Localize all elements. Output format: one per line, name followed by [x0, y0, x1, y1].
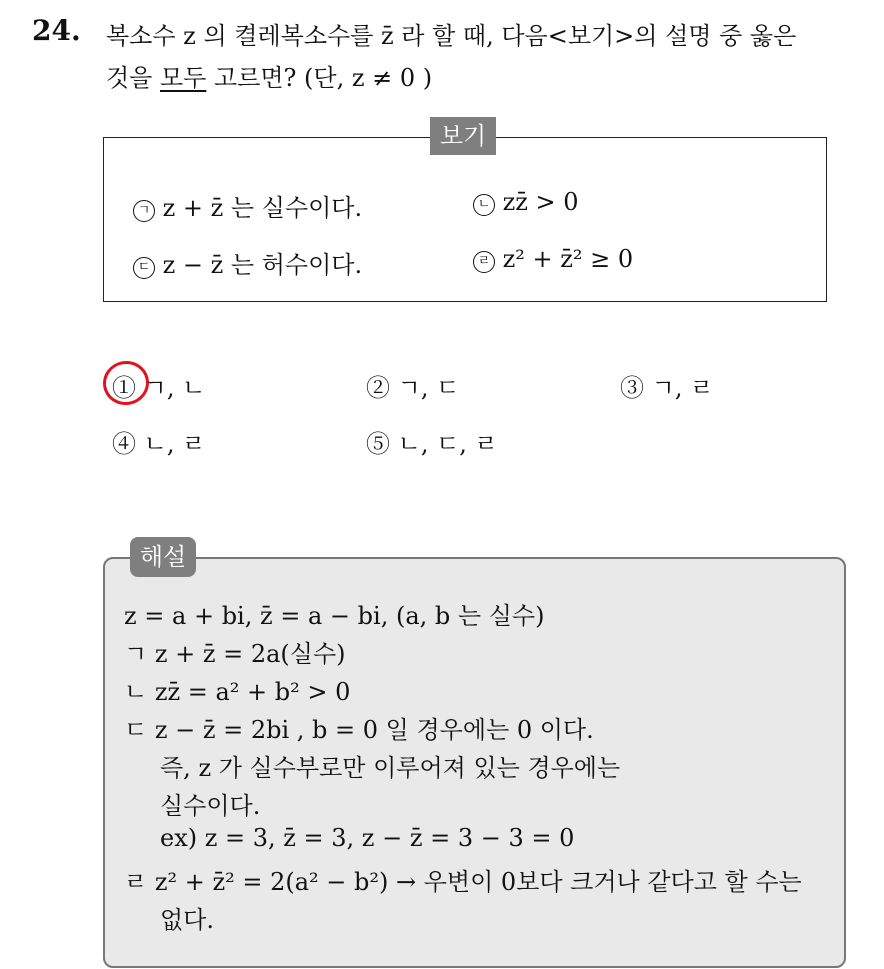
box-item-text: z − z̄ 는 허수이다.	[162, 251, 363, 279]
option-2[interactable]	[366, 368, 459, 403]
option-number: ⑤	[366, 430, 390, 458]
question-line-2-post: 고르면? (단, z ≠ 0 )	[206, 64, 433, 92]
option-text: ㄴ, ㄹ	[143, 430, 206, 458]
option-number: ①	[112, 374, 136, 402]
circled-marker: ㄱ	[133, 200, 155, 222]
solution-line-6: 실수이다.	[160, 792, 261, 820]
solution-line-9: 없다.	[160, 906, 214, 934]
question-underlined: 모두	[160, 64, 207, 92]
option-1[interactable]	[112, 368, 205, 403]
question-line-1: 복소수 z 의 켤레복소수를 z̄ 라 할 때, 다음<보기>의 설명 중 옳은	[106, 22, 797, 50]
box-item-c	[133, 245, 362, 280]
option-text: ㄴ, ㄷ, ㄹ	[397, 430, 498, 458]
solution-line-8: ㄹ z² + z̄² = 2(a² − b²) → 우변이 0보다 크거나 같다고 할 수는	[124, 868, 802, 896]
circled-marker: ㄴ	[473, 194, 495, 216]
box-item-text: z + z̄ 는 실수이다.	[162, 194, 363, 222]
solution-line-3: ㄴ zz̄ = a² + b² > 0	[124, 678, 351, 706]
question-line-2	[106, 58, 432, 93]
box-item-b	[473, 188, 579, 216]
question-number: 24.	[32, 14, 81, 47]
option-text: ㄱ, ㄹ	[651, 374, 714, 402]
option-3[interactable]	[620, 368, 713, 403]
box-item-text: z² + z̄² ≥ 0	[502, 245, 634, 273]
box-item-text: zz̄ > 0	[502, 188, 579, 216]
circled-marker: ㄷ	[133, 257, 155, 279]
solution-line-2: ㄱ z + z̄ = 2a(실수)	[124, 640, 346, 668]
question-line-2-pre: 것을	[106, 64, 160, 92]
solution-line-1: z = a + bi, z̄ = a − bi, (a, b 는 실수)	[124, 602, 545, 630]
option-number: ④	[112, 430, 136, 458]
option-4[interactable]	[112, 424, 205, 459]
box-item-d	[473, 245, 633, 273]
option-text: ㄱ, ㄴ	[143, 374, 206, 402]
solution-line-5: 즉, z 가 실수부로만 이루어져 있는 경우에는	[160, 754, 621, 782]
option-5[interactable]	[366, 424, 498, 459]
circled-marker: ㄹ	[473, 251, 495, 273]
solution-line-7: ex) z = 3, z̄ = 3, z − z̄ = 3 − 3 = 0	[160, 824, 575, 852]
option-number: ②	[366, 374, 390, 402]
solution-tag: 해설	[130, 537, 196, 577]
box-item-a	[133, 188, 362, 223]
example-box-tag: 보기	[430, 117, 496, 155]
option-text: ㄱ, ㄷ	[397, 374, 460, 402]
option-number: ③	[620, 374, 644, 402]
solution-line-4: ㄷ z − z̄ = 2bi , b = 0 일 경우에는 0 이다.	[124, 716, 594, 744]
